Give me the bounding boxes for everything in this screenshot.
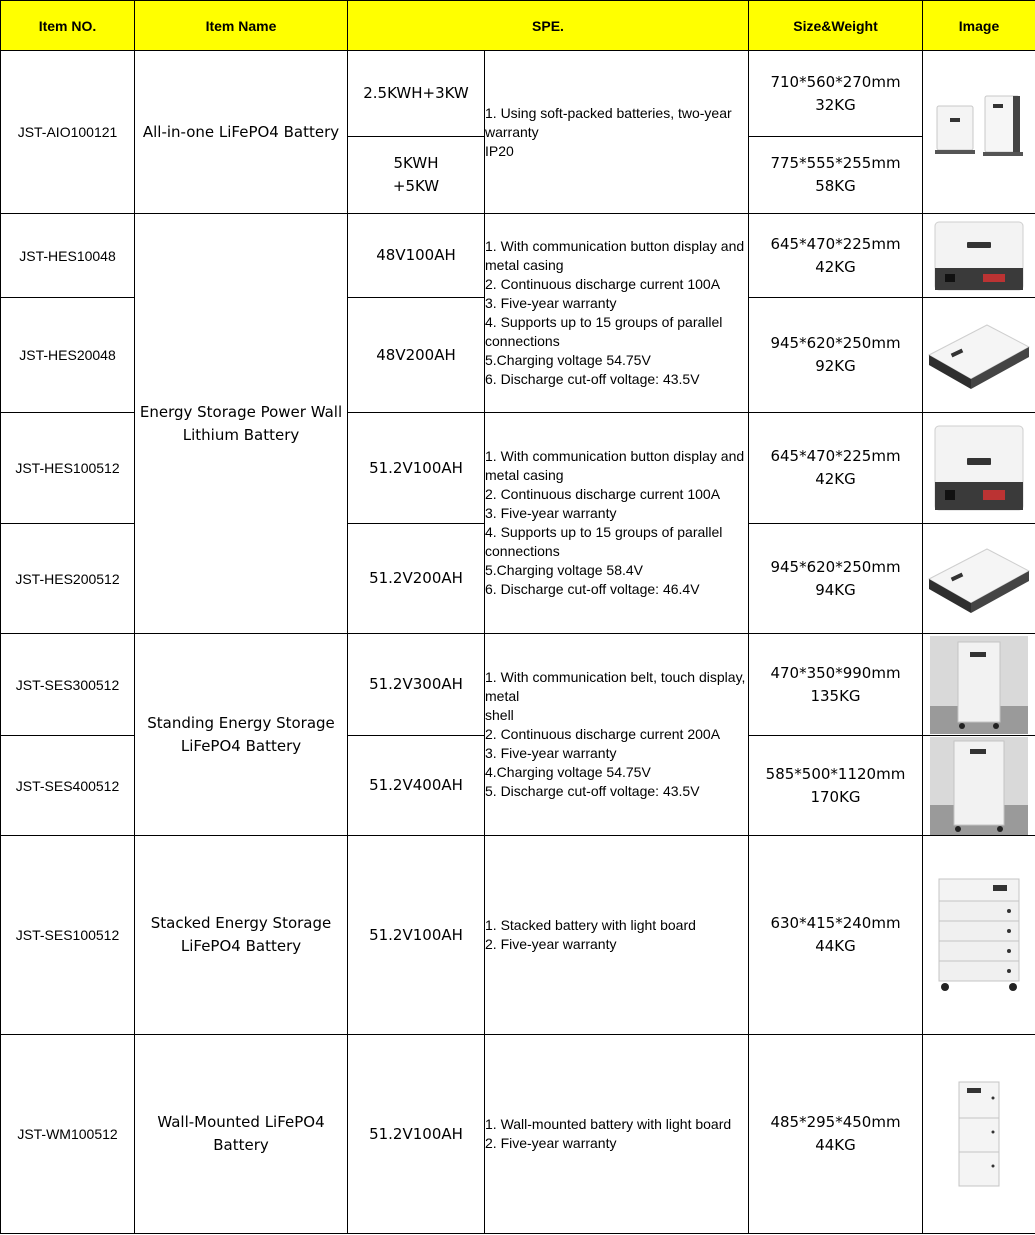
item-no-cell: JST-HES200512 [1, 524, 135, 634]
size-weight-cell [749, 634, 923, 736]
product-image-cell [923, 524, 1035, 634]
spe-line: 1. With communication button display and metal casing [485, 238, 745, 273]
size-weight-cell [749, 214, 923, 298]
spe-line: 6. Discharge cut-off voltage: 43.5V [485, 371, 700, 387]
model-cell: 51.2V400AH [348, 736, 485, 836]
model-cell [348, 137, 485, 214]
size-weight-cell [749, 137, 923, 214]
product-image-cell [923, 736, 1035, 836]
size-text: 645*470*225mm [770, 234, 901, 253]
table-row [1, 836, 1035, 1035]
model-cell: 51.2V100AH [348, 1035, 485, 1234]
spe-line: 4.Charging voltage 54.75V [485, 764, 651, 780]
model-cell: 48V100AH [348, 214, 485, 298]
header-row [1, 1, 1035, 51]
size-text: 630*415*240mm [770, 914, 901, 932]
weight-text: 44KG [815, 1136, 856, 1154]
item-name-cell: Standing Energy Storage LiFePO4 Battery [135, 634, 348, 836]
model-cell: 51.2V300AH [348, 634, 485, 736]
weight-text: 44KG [815, 937, 856, 955]
weight-text: 58KG [815, 177, 856, 195]
product-image-cell [923, 51, 1035, 214]
spe-line: 3. Five-year warranty [485, 505, 617, 521]
size-text: 775*555*255mm [770, 154, 901, 172]
model-text-line2: +5KW [392, 177, 440, 195]
weight-text: 135KG [810, 686, 861, 705]
size-text: 485*295*450mm [770, 1113, 901, 1131]
power-wall-battery-image [931, 218, 1027, 294]
product-image-cell [923, 1035, 1035, 1234]
power-wall-battery-image [931, 422, 1027, 514]
all-in-one-battery-image [929, 92, 1029, 172]
spe-cell [485, 413, 749, 634]
product-image-cell [923, 214, 1035, 298]
spe-line: 1. Using soft-packed batteries, two-year warranty [485, 104, 732, 140]
item-name-cell: All-in-one LiFePO4 Battery [135, 51, 348, 214]
size-text: 645*470*225mm [770, 447, 901, 465]
spe-line: 5.Charging voltage 54.75V [485, 352, 651, 368]
size-weight-cell [749, 298, 923, 413]
model-cell: 51.2V100AH [348, 836, 485, 1035]
spe-line: 2. Five-year warranty [485, 936, 617, 952]
spe-line: 1. Stacked battery with light board [485, 917, 696, 933]
size-text: 945*620*250mm [770, 557, 901, 576]
weight-text: 42KG [815, 257, 856, 276]
spe-line: 3. Five-year warranty [485, 295, 617, 311]
item-name-cell: Wall-Mounted LiFePO4 Battery [135, 1035, 348, 1234]
size-text: 945*620*250mm [770, 334, 901, 352]
header-size-weight: Size&Weight [749, 1, 923, 51]
size-text: 585*500*1120mm [765, 764, 906, 783]
spe-cell [485, 634, 749, 836]
item-no-cell: JST-SES300512 [1, 634, 135, 736]
item-name-cell: Energy Storage Power Wall Lithium Battery [135, 214, 348, 634]
power-wall-battery-angled-image [925, 315, 1033, 395]
model-cell: 2.5KWH+3KW [348, 51, 485, 137]
table-row [1, 1035, 1035, 1234]
table-row [1, 214, 1035, 298]
weight-text: 94KG [815, 580, 856, 599]
item-no-cell: JST-WM100512 [1, 1035, 135, 1234]
item-no-cell: JST-HES100512 [1, 413, 135, 524]
spe-line: 2. Five-year warranty [485, 1135, 617, 1151]
item-no-cell: JST-HES20048 [1, 298, 135, 413]
size-weight-cell [749, 836, 923, 1035]
wall-mounted-battery-image [949, 1078, 1009, 1190]
item-no-cell: JST-HES10048 [1, 214, 135, 298]
model-cell: 51.2V200AH [348, 524, 485, 634]
stacked-battery-image [933, 875, 1025, 995]
weight-text: 170KG [810, 787, 861, 806]
size-text: 710*560*270mm [770, 72, 901, 91]
spe-line: 2. Continuous discharge current 100A [485, 486, 721, 502]
spe-line: 1. With communication button display and metal casing [485, 448, 745, 483]
size-weight-cell [749, 413, 923, 524]
spe-cell [485, 836, 749, 1035]
table-row [1, 51, 1035, 137]
spe-line: 6. Discharge cut-off voltage: 46.4V [485, 581, 700, 597]
spe-line: 5. Discharge cut-off voltage: 43.5V [485, 783, 700, 799]
size-weight-cell [749, 736, 923, 836]
spe-line: 5.Charging voltage 58.4V [485, 562, 643, 578]
size-weight-cell [749, 524, 923, 634]
header-item-no: Item NO. [1, 1, 135, 51]
spe-line: IP20 [485, 142, 514, 159]
item-no-cell: JST-SES400512 [1, 736, 135, 836]
spe-line: 1. Wall-mounted battery with light board [485, 1116, 732, 1132]
spe-line: 1. With communication belt, touch display, metal [485, 669, 746, 704]
spe-line: 4. Supports up to 15 groups of parallel connections [485, 524, 723, 559]
power-wall-battery-angled-image [925, 539, 1033, 619]
product-image-cell [923, 298, 1035, 413]
item-name-cell: Stacked Energy Storage LiFePO4 Battery [135, 836, 348, 1035]
header-item-name: Item Name [135, 1, 348, 51]
model-cell: 48V200AH [348, 298, 485, 413]
spe-line: 3. Five-year warranty [485, 745, 617, 761]
item-no-cell: JST-SES100512 [1, 836, 135, 1035]
spe-line: 2. Continuous discharge current 100A [485, 276, 721, 292]
weight-text: 42KG [815, 470, 856, 488]
spe-cell [485, 1035, 749, 1234]
product-image-cell [923, 836, 1035, 1035]
table-row [1, 634, 1035, 736]
weight-text: 92KG [815, 357, 856, 375]
size-weight-cell [749, 51, 923, 137]
header-image: Image [923, 1, 1035, 51]
size-text: 470*350*990mm [770, 663, 901, 682]
model-cell: 51.2V100AH [348, 413, 485, 524]
product-image-cell [923, 634, 1035, 736]
spe-cell [485, 214, 749, 413]
standing-battery-image [930, 737, 1028, 835]
spe-cell [485, 51, 749, 214]
product-image-cell [923, 413, 1035, 524]
model-text-line1: 5KWH [393, 154, 439, 172]
weight-text: 32KG [815, 95, 856, 114]
spe-line: shell [485, 707, 514, 723]
spe-line: 2. Continuous discharge current 200A [485, 726, 721, 742]
spe-line: 4. Supports up to 15 groups of parallel connections [485, 314, 723, 349]
item-no-cell: JST-AIO100121 [1, 51, 135, 214]
size-weight-cell [749, 1035, 923, 1234]
standing-battery-image [930, 636, 1028, 734]
header-spe: SPE. [348, 1, 749, 51]
